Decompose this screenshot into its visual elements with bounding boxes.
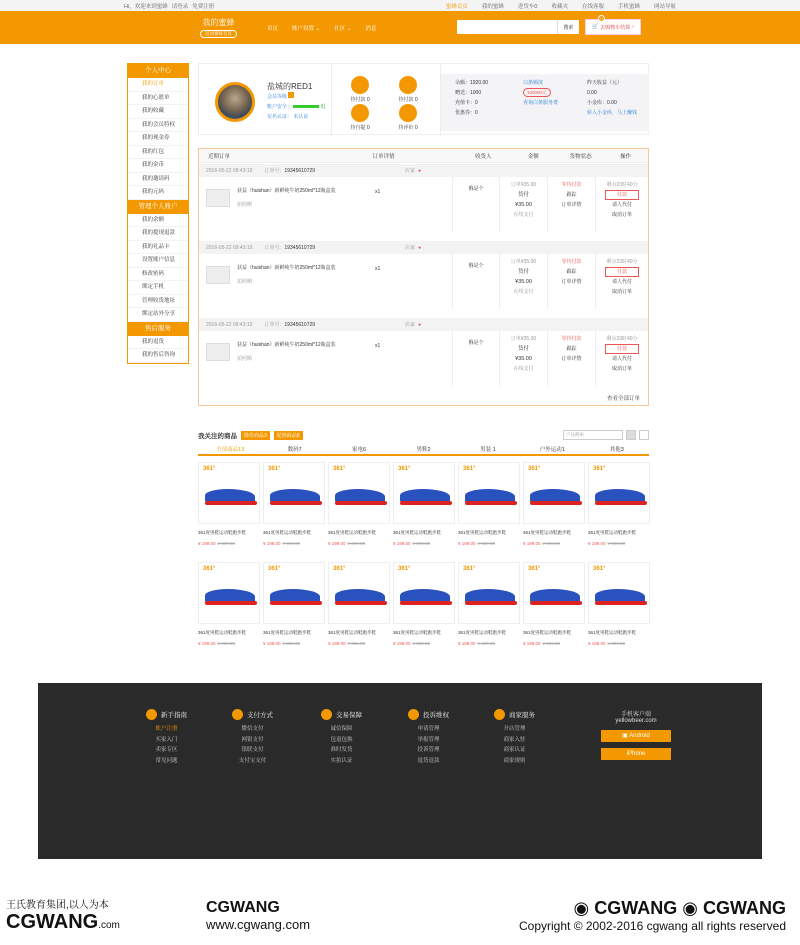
favorites-section [198, 428, 649, 646]
product-thumb[interactable] [206, 189, 230, 207]
product-name[interactable]: 361度男鞋运动鞋跑步鞋 [263, 530, 312, 535]
order-item: 2016-05-22 09:43:10 订单号：19345610729 店家 ● 获益（huishan）新鲜纯牛奶250ml*12瓶盒装 拍照晒 x1 俄是个 订单¥35.00 货付 ¥35.00 在线支付 等待付款 跟踪 订单详情 剩余23时40分 付款 请人代付 取消订单 [199, 318, 648, 386]
footer-link[interactable]: 举报管理 [417, 736, 440, 743]
sidebar-item[interactable]: 我的退货 [128, 336, 188, 350]
profile-info [267, 82, 326, 122]
shoe-sole [595, 601, 647, 605]
order-amount: 订单¥35.00 货付 ¥35.00 在线支付 [499, 331, 547, 386]
track-link[interactable]: 跟踪 [566, 269, 577, 275]
sidebar-item[interactable]: 绑定站外分享 [128, 308, 188, 322]
sidebar-item[interactable]: 修改密码 [128, 268, 188, 282]
stat-pickup[interactable]: 待自提 0 [340, 104, 380, 131]
orders-header: 近期订单 订单详情 收货人 金额 货物状态 操作 [199, 149, 648, 163]
wallet-credit [523, 78, 558, 108]
product-name[interactable]: 361度男鞋运动鞋跑步鞋 [458, 630, 507, 635]
sidebar-section-title: 售后服务 [128, 322, 188, 336]
product-image[interactable] [198, 462, 260, 524]
brand-logo: 361° [268, 466, 281, 472]
product-card[interactable] [393, 462, 457, 550]
product-card[interactable] [393, 562, 457, 650]
order-detail-link[interactable]: 订单详情 [561, 202, 582, 208]
category-tabs [198, 444, 649, 456]
product-card[interactable] [458, 462, 522, 550]
nav-messages[interactable]: 消息 [365, 25, 377, 32]
watermark-mid: CGWANG www.cgwang.com [206, 898, 311, 932]
top-link-mobile[interactable]: 手机蜜蜂 [617, 3, 640, 10]
cat-tab[interactable]: 数码7 [287, 447, 302, 453]
sidebar-item[interactable]: 我的金币 [128, 159, 188, 173]
product-price: ¥ 199.00 ¥ 399.00 [393, 641, 431, 646]
footer-link[interactable]: 开店管理 [503, 726, 526, 732]
footer-link[interactable]: 实拍认证 [330, 757, 353, 764]
cancel-order-link[interactable]: 取消订单 [611, 366, 632, 372]
footer-link[interactable]: 退货退款 [417, 757, 440, 764]
nav-home[interactable]: 首页 [267, 25, 279, 32]
shoe-sole [270, 501, 322, 505]
main-header [0, 11, 800, 44]
top-link-sitemap[interactable]: 网站导航 [653, 3, 676, 10]
order-detail-link[interactable]: 订单详情 [561, 356, 582, 362]
tab-promo[interactable]: 促销商品8 [274, 431, 303, 440]
sidebar-item[interactable]: 我的元码 [128, 186, 188, 200]
transfer-link[interactable]: 转入小金库，马上赚钱 [587, 110, 638, 116]
product-name[interactable]: 361度男鞋运动鞋跑步鞋 [523, 530, 572, 535]
cat-tab[interactable]: 男装 1 [480, 447, 496, 453]
top-link-fav[interactable]: 收藏夹 [551, 3, 568, 10]
top-link-cart[interactable]: 进货车0 [517, 3, 538, 10]
cat-tab[interactable]: 户外运动1 [539, 447, 565, 453]
product-card[interactable] [263, 562, 327, 650]
brand-logo: 361° [463, 566, 476, 572]
receiver: 俄是个 [452, 177, 499, 232]
order-actions: 剩余23时40分 付款 请人代付 取消订单 [595, 254, 648, 309]
footer-link[interactable]: 包退包换 [330, 736, 353, 743]
photo-review-link[interactable]: 拍照晒 [237, 356, 253, 362]
footer-link[interactable]: 卖家专区 [155, 747, 178, 753]
footer-link[interactable]: 账户注册 [155, 726, 178, 732]
shop-chat-icon[interactable]: ● [418, 321, 422, 328]
product-image[interactable] [458, 462, 520, 524]
weibo-icon: ◉ [682, 897, 698, 918]
footer-link[interactable]: 投诉管理 [417, 747, 440, 753]
cat-tab[interactable]: 其他3 [609, 447, 624, 453]
back-home-link[interactable]: 返回蜜蜂首页 [200, 30, 237, 38]
product-name[interactable]: 361度男鞋运动鞋跑步鞋 [393, 630, 442, 635]
product-card[interactable] [523, 562, 587, 650]
product-price: ¥ 199.00 ¥ 399.00 [198, 541, 236, 546]
sidebar-item[interactable]: 我的订单 [128, 78, 188, 92]
credit-link[interactable]: 白条额度 [523, 80, 544, 86]
stat-pending-pay-2[interactable]: 待付款 0 [388, 76, 428, 103]
stat-review[interactable]: 待评价 0 [388, 104, 428, 131]
cancel-order-link[interactable]: 取消订单 [611, 212, 632, 218]
sidebar-section-title: 个人中心 [128, 64, 188, 78]
product-card[interactable] [263, 462, 327, 550]
product-grid-row [198, 562, 652, 650]
wallet-earnings: 昨天收益（元） 0.00 小金库：0.00 转入小金库，马上赚钱 [587, 80, 638, 116]
brand-logo: 361° [333, 566, 346, 572]
footer-link[interactable]: 支付宝支付 [238, 757, 267, 764]
order-product-title[interactable]: 获益（huishan）新鲜纯牛奶250ml*12瓶盒装 [237, 265, 336, 271]
pay-button[interactable]: 付款 [605, 267, 639, 277]
top-bar [0, 0, 800, 11]
brand-logo: 361° [463, 466, 476, 472]
product-image[interactable] [328, 562, 390, 624]
sidebar-item[interactable]: 我的邀请码 [128, 173, 188, 187]
phone-icon [408, 709, 419, 720]
stat-pending-pay[interactable]: 待付款 0 [340, 76, 380, 103]
photo-review-link[interactable]: 拍照晒 [237, 202, 253, 208]
product-name[interactable]: 361度男鞋运动鞋跑步鞋 [328, 530, 377, 535]
mobile-app [601, 709, 671, 760]
username: 盐城的RED1 [267, 82, 313, 91]
brand-logo: 361° [268, 566, 281, 572]
order-amount: 订单¥35.00 货付 ¥35.00 在线支付 [499, 177, 547, 232]
cat-tab[interactable]: 家电6 [352, 447, 367, 453]
security-bar [293, 105, 319, 108]
cart-button[interactable]: 🛒 去购物车结算 › [585, 19, 641, 35]
watermark-banner [0, 885, 800, 945]
cat-tab[interactable]: 全部商品13 [216, 447, 245, 453]
tab-price-drop[interactable]: 降价商品3 [241, 431, 270, 440]
welcome-text: Hi，欢迎来到蜜蜂 [124, 3, 168, 10]
realname-row[interactable]: 实名认证： 未认证 [267, 114, 309, 120]
order-status: 等待付款 跟踪 订单详情 [547, 177, 595, 232]
member-level[interactable]: 会员等级 [267, 92, 326, 102]
order-amount: 订单¥35.00 货付 ¥35.00 在线支付 [499, 254, 547, 309]
product-search-input[interactable]: 产品搜索 [563, 430, 623, 440]
wechat-icon: ◉ [573, 897, 590, 918]
shoe-sole [400, 601, 452, 605]
pay-button[interactable]: 付款 [605, 344, 639, 354]
sidebar-item[interactable]: 我的提现退款 [128, 227, 188, 241]
brand-logo: 361° [528, 566, 541, 572]
agent-pay-link[interactable]: 请人代付 [611, 202, 632, 208]
order-status: 等待付款 跟踪 订单详情 [547, 254, 595, 309]
search-input[interactable] [457, 20, 557, 34]
sidebar-item[interactable]: 我的现金券 [128, 132, 188, 146]
app-site: yellowbeer.com [615, 718, 657, 724]
product-name[interactable]: 361度男鞋运动鞋跑步鞋 [523, 630, 572, 635]
shoe-sole [335, 601, 387, 605]
product-image[interactable] [588, 562, 650, 624]
product-image[interactable] [458, 562, 520, 624]
top-link-home[interactable]: 蜜蜂首页 [445, 3, 468, 10]
footer-link[interactable]: 常见问题 [155, 757, 178, 764]
product-price: ¥ 199.00 ¥ 399.00 [458, 541, 496, 546]
footer-link[interactable]: 网银支付 [241, 736, 264, 743]
shoe-sole [205, 501, 257, 505]
order-product-title[interactable]: 获益（huishan）新鲜纯牛奶250ml*12瓶盒装 [237, 188, 336, 194]
product-image[interactable] [523, 562, 585, 624]
stat-icon [399, 104, 417, 122]
stat-icon [351, 104, 369, 122]
product-price: ¥ 199.00 ¥ 399.00 [393, 541, 431, 546]
sidebar-item[interactable]: 我的心愿单 [128, 92, 188, 106]
profile-card [198, 63, 649, 135]
product-price: ¥ 199.00 ¥ 399.00 [523, 541, 561, 546]
product-price: ¥ 199.00 ¥ 399.00 [198, 641, 236, 646]
avatar[interactable] [215, 82, 255, 122]
footer-col-guarantee: 交易保障 诚信保障 包退包换 准时发货 实拍认证 [321, 709, 362, 766]
product-card[interactable] [328, 562, 392, 650]
agent-pay-link[interactable]: 请人代付 [611, 279, 632, 285]
shoe-sole [530, 501, 582, 505]
product-price: ¥ 199.00 ¥ 399.00 [263, 541, 301, 546]
order-detail-link[interactable]: 订单详情 [561, 279, 582, 285]
nav-account[interactable]: 账户设置 ⌄ [292, 25, 321, 32]
sidebar-item[interactable]: 我的余额 [128, 214, 188, 228]
brand-logo: 361° [203, 566, 216, 572]
order-item: 2016-05-22 09:43:10 订单号：19345610729 店家 ● 获益（huishan）新鲜纯牛奶250ml*12瓶盒装 拍照晒 x1 俄是个 订单¥35.00 货付 ¥35.00 在线支付 等待付款 跟踪 订单详情 剩余23时40分 付款 请人代付 取消订单 [199, 241, 648, 309]
product-price: ¥ 199.00 ¥ 399.00 [523, 641, 561, 646]
product-card[interactable] [198, 562, 262, 650]
brand-logo: 361° [593, 566, 606, 572]
recent-orders [198, 148, 649, 406]
main-nav [267, 24, 376, 32]
brand-logo: 361° [398, 566, 411, 572]
android-button[interactable]: ▣ Android [601, 730, 671, 742]
watermark-logo: 王氏教育集团,以人为本 CGWANG.com [6, 900, 120, 933]
product-thumb[interactable] [206, 343, 230, 361]
footer-link[interactable]: 买家入门 [155, 736, 178, 743]
product-card[interactable] [588, 462, 652, 550]
sidebar-section-title: 管理个人账户 [128, 200, 188, 214]
product-image[interactable] [263, 562, 325, 624]
product-card[interactable] [588, 562, 652, 650]
brand-logo: 361° [203, 466, 216, 472]
product-image[interactable] [588, 462, 650, 524]
pay-button[interactable]: 付款 [605, 190, 639, 200]
shop-chat-icon[interactable]: ● [418, 244, 422, 251]
product-price: ¥ 199.00 ¥ 399.00 [328, 541, 366, 546]
grid-view-icon[interactable] [626, 430, 636, 440]
product-price: ¥ 199.00 ¥ 399.00 [458, 641, 496, 646]
sidebar-item[interactable]: 我的礼品卡 [128, 241, 188, 255]
nav-community[interactable]: 社区 ⌄ [334, 25, 352, 32]
product-thumb[interactable] [206, 266, 230, 284]
sidebar-item[interactable]: 我的红包 [128, 146, 188, 160]
product-grid-row [198, 462, 652, 550]
shield-icon [321, 709, 332, 720]
product-price: ¥ 199.00 ¥ 399.00 [588, 641, 626, 646]
favorites-title: 我关注的商品 [198, 432, 237, 440]
brand-logo: 361° [593, 466, 606, 472]
register-link[interactable]: 免费注册 [192, 3, 215, 10]
sidebar-item[interactable]: 绑定手机 [128, 281, 188, 295]
site-logo[interactable] [200, 17, 237, 38]
top-link-service[interactable]: 在线客服 [581, 3, 604, 10]
footer-link[interactable]: 诚信保障 [330, 726, 353, 732]
shoe-sole [270, 601, 322, 605]
product-name[interactable]: 361度男鞋运动鞋跑步鞋 [328, 630, 377, 635]
product-image[interactable] [198, 562, 260, 624]
product-price: ¥ 199.00 ¥ 399.00 [588, 541, 626, 546]
shoe-sole [400, 501, 452, 505]
product-image[interactable] [393, 562, 455, 624]
search-bar [457, 20, 579, 34]
footer [38, 683, 762, 859]
product-image[interactable] [523, 462, 585, 524]
product-card[interactable] [198, 462, 262, 550]
login-link[interactable]: 请登录 [171, 3, 189, 10]
footer-col-merchant: 商家服务 开店管理 商家入驻 商家认证 商家规则 [494, 709, 535, 766]
view-all-orders-link[interactable]: 查看全部订单 [606, 396, 640, 402]
guide-icon [146, 709, 157, 720]
receiver: 俄是个 [452, 254, 499, 309]
credit-amount-tag: 100000元 [523, 88, 551, 97]
credit-fee-link[interactable]: 查询白条服务费 [523, 100, 559, 106]
order-status: 等待付款 跟踪 订单详情 [547, 331, 595, 386]
wallet-panel [441, 74, 649, 131]
product-image[interactable] [393, 462, 455, 524]
payment-icon [232, 709, 243, 720]
product-name[interactable]: 361度男鞋运动鞋跑步鞋 [198, 630, 247, 635]
footer-link[interactable]: 商家认证 [503, 747, 526, 753]
top-link-my[interactable]: 我的蜜蜂 [481, 3, 504, 10]
product-card[interactable] [523, 462, 587, 550]
sidebar-item[interactable]: 管理收货地址 [128, 295, 188, 309]
order-product-title[interactable]: 获益（huishan）新鲜纯牛奶250ml*12瓶盒装 [237, 342, 336, 348]
member-badge-icon [288, 92, 294, 98]
search-button[interactable]: 搜索 [557, 20, 579, 34]
android-icon: ▣ [622, 733, 630, 739]
product-card[interactable] [458, 562, 522, 650]
order-item: 2016-05-22 09:43:10 订单号：19345610729 店家 ● 获益（huishan）新鲜纯牛奶250ml*12瓶盒装 拍照晒 x1 俄是个 订单¥35.00 货付 ¥35.00 在线支付 等待付款 跟踪 订单详情 剩余23时40分 付款 请人代付 取消订单 [199, 164, 648, 232]
product-name[interactable]: 361度男鞋运动鞋跑步鞋 [263, 630, 312, 635]
product-image[interactable] [263, 462, 325, 524]
product-card[interactable] [328, 462, 392, 550]
footer-col-complaints: 投诉维权 申请管理 举报管理 投诉管理 退货退款 [408, 709, 449, 766]
product-image[interactable] [328, 462, 390, 524]
cancel-order-link[interactable]: 取消订单 [611, 289, 632, 295]
brand-logo: 361° [398, 466, 411, 472]
cat-tab[interactable]: 男鞋2 [416, 447, 431, 453]
app-title: 手机客户端 [620, 712, 651, 718]
shoe-sole [465, 601, 517, 605]
shoe-sole [335, 501, 387, 505]
sidebar-item[interactable]: 设置账户信息 [128, 254, 188, 268]
agent-pay-link[interactable]: 请人代付 [611, 356, 632, 362]
footer-link[interactable]: 商家规则 [503, 757, 526, 764]
shop-chat-icon[interactable]: ● [418, 167, 422, 174]
product-name[interactable]: 361度男鞋运动鞋跑步鞋 [588, 630, 637, 635]
shoe-sole [595, 501, 647, 505]
brand-logo: 361° [528, 466, 541, 472]
shoe-sole [530, 601, 582, 605]
watermark-right: ◉ CGWANG ◉ CGWANG Copyright © 2002-2016 cgwang all rights reserved [519, 897, 786, 933]
stat-icon [351, 76, 369, 94]
photo-review-link[interactable]: 拍照晒 [237, 279, 253, 285]
receiver: 俄是个 [452, 331, 499, 386]
cart-icon: 🛒 [592, 24, 599, 30]
wallet-balances: 余额：1920.00 赠送：1000 充值卡：0 优惠券：0 [455, 80, 489, 116]
product-name[interactable]: 361度男鞋运动鞋跑步鞋 [198, 530, 247, 535]
sidebar-item[interactable]: 我的收藏 [128, 105, 188, 119]
footer-link[interactable]: 银联支付 [241, 747, 264, 753]
footer-col-payment: 支付方式 微信支付 网银支付 银联支付 支付宝支付 [232, 709, 273, 766]
logo-title: 我的蜜蜂 [202, 18, 235, 27]
sidebar-item[interactable]: 我的售后咨询 [128, 349, 188, 363]
list-view-icon[interactable] [639, 430, 649, 440]
order-actions: 剩余23时40分 付款 请人代付 取消订单 [595, 177, 648, 232]
security-row: 账户安全： 低 [267, 104, 326, 110]
footer-link[interactable]: 商家入驻 [503, 736, 526, 743]
user-icon [494, 709, 505, 720]
iphone-button[interactable]: iPhone [601, 748, 671, 760]
stat-icon [399, 76, 417, 94]
order-stats [331, 64, 441, 136]
shoe-sole [465, 501, 517, 505]
track-link[interactable]: 跟踪 [566, 346, 577, 352]
cart-count-badge: 0 [598, 15, 605, 22]
product-name[interactable]: 361度男鞋运动鞋跑步鞋 [393, 530, 442, 535]
footer-link[interactable]: 微信支付 [241, 726, 264, 732]
footer-col-guide: 新手指南 账户注册 买家入门 卖家专区 常见问题 [146, 709, 187, 766]
product-price: ¥ 199.00 ¥ 399.00 [328, 641, 366, 646]
product-name[interactable]: 361度男鞋运动鞋跑步鞋 [458, 530, 507, 535]
track-link[interactable]: 跟踪 [566, 192, 577, 198]
sidebar [127, 63, 189, 364]
product-price: ¥ 199.00 ¥ 399.00 [263, 641, 301, 646]
shoe-sole [205, 601, 257, 605]
product-name[interactable]: 361度男鞋运动鞋跑步鞋 [588, 530, 637, 535]
footer-link[interactable]: 申请管理 [417, 726, 440, 732]
brand-logo: 361° [333, 466, 346, 472]
sidebar-item[interactable]: 我的会员特权 [128, 119, 188, 133]
footer-link[interactable]: 准时发货 [330, 747, 353, 753]
order-actions: 剩余23时40分 付款 请人代付 取消订单 [595, 331, 648, 386]
